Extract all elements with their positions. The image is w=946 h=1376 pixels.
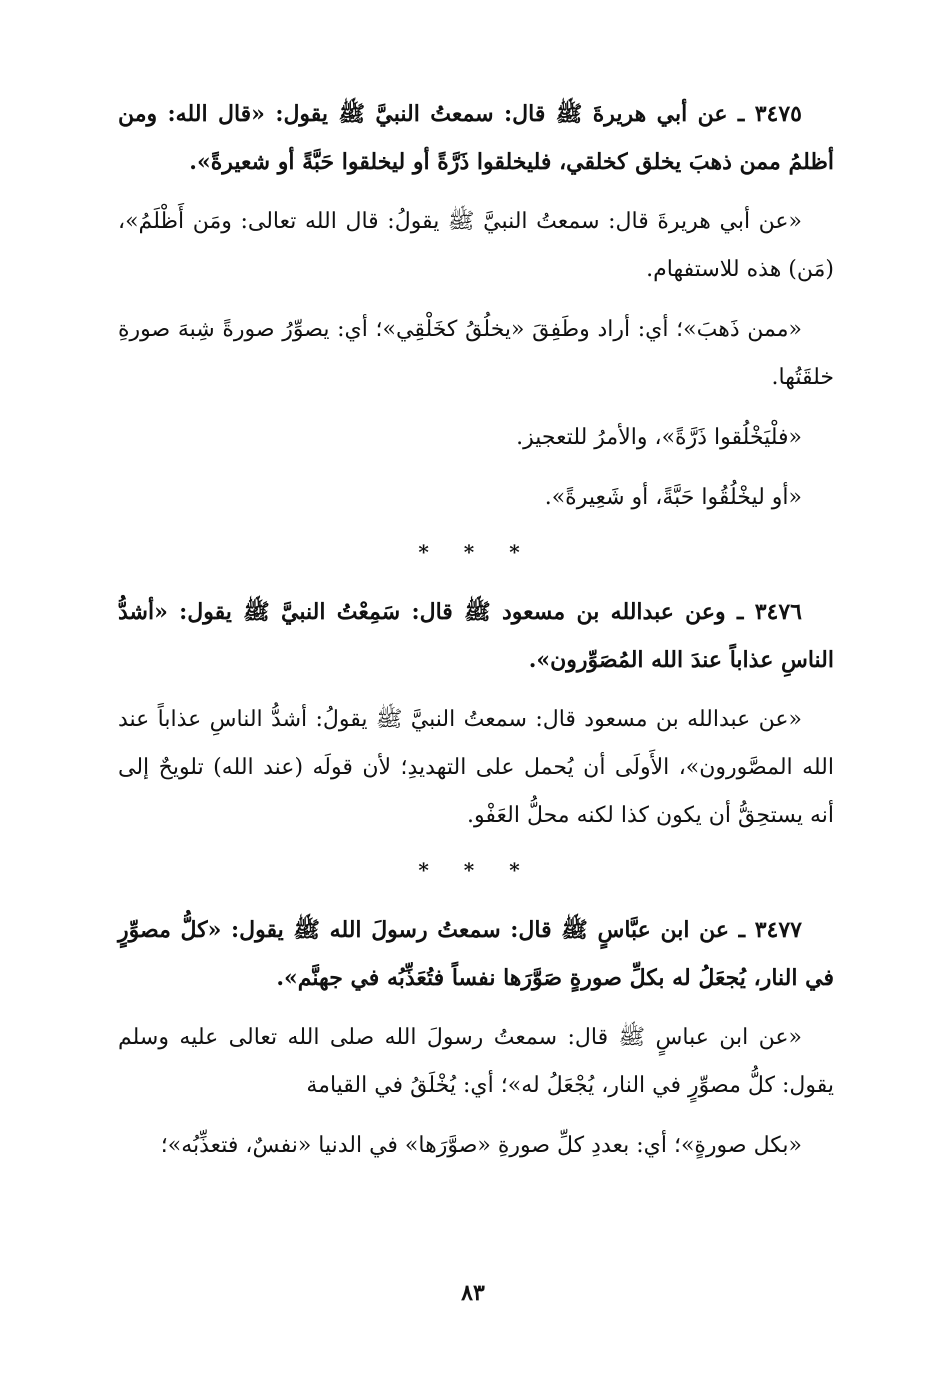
hadith-3476-text: ٣٤٧٦ ـ وعن عبدالله بن مسعود ﷺ قال: سَمِعْتُ النبيَّ ﷺ يقول: «أشدُّ الناسِ عذاباً عندَ الله المُصَوِّرون». (118, 599, 834, 673)
section-separator: * * * (418, 858, 534, 882)
hadith-3476-commentary-1: «عن عبدالله بن مسعود قال: سمعتُ النبيَّ ﷺ يقولُ: أشدُّ الناسِ عذاباً عند الله المصَّورون»، الأَولَى أن يُحمل على التهديدِ؛ لأن قولَه (عند الله) تلويحٌ إلى أنه يستحِقُّ أن يكون كذا لكنه محلُّ العَفْو. (118, 707, 834, 828)
section-separator: * * * (418, 540, 534, 564)
hadith-3475-commentary-2: «ممن ذَهبَ»؛ أي: أراد وطَفِقَ «يخلُقُ كخَلْقِي»؛ أي: يصوِّرُ صورةً شِبهَ صورةِ خلقَتُها. (118, 317, 834, 390)
hadith-3475-text: ٣٤٧٥ ـ عن أبي هريرةَ ﷺ قال: سمعتُ النبيَّ ﷺ يقول: «قال الله: ومن أظلمُ ممن ذهبَ يخلق كخلقي، فليخلقوا ذَرَّةً أو ليخلقوا حَبَّةً أو شعيرةً». (118, 101, 834, 175)
hadith-3477-commentary-1: «عن ابن عباسٍ ﷺ قال: سمعتُ رسولَ الله صلى الله تعالى عليه وسلم يقول: كلُّ مصوِّرٍ في النار، يُجْعَلُ له»؛ أي: يُخْلَقُ في القيامة (118, 1025, 834, 1098)
hadith-3475-commentary-3: «فلْيَخْلُقوا ذَرَّةً»، والأمرُ للتعجيز. (516, 425, 802, 450)
page-number: ٨٣ (461, 1280, 485, 1306)
hadith-3477-commentary-2: «بكل صورةٍ»؛ أي: بعددِ كلِّ صورةِ «صوَّرَها» في الدنيا «نفسٌ، فتعذِّبُه»؛ (160, 1133, 802, 1158)
hadith-3475-commentary-1: «عن أبي هريرةَ قال: سمعتُ النبيَّ ﷺ يقولُ: قال الله تعالى: ومَن أَظْلَمُ»، (مَن) هذه للاستفهام. (118, 209, 834, 282)
hadith-3477-text: ٣٤٧٧ ـ عن ابن عبَّاسٍ ﷺ قال: سمعتُ رسولَ الله ﷺ يقول: «كلُّ مصوِّرٍ في النار، يُجعَلُ له بكلِّ صورةٍ صَوَّرَها نفساً فتُعَذِّبُه في جهنَّم». (118, 917, 834, 991)
hadith-3475-commentary-4: «أو ليخْلُقُوا حَبَّةً، أو شَعِيرةً». (544, 485, 802, 510)
